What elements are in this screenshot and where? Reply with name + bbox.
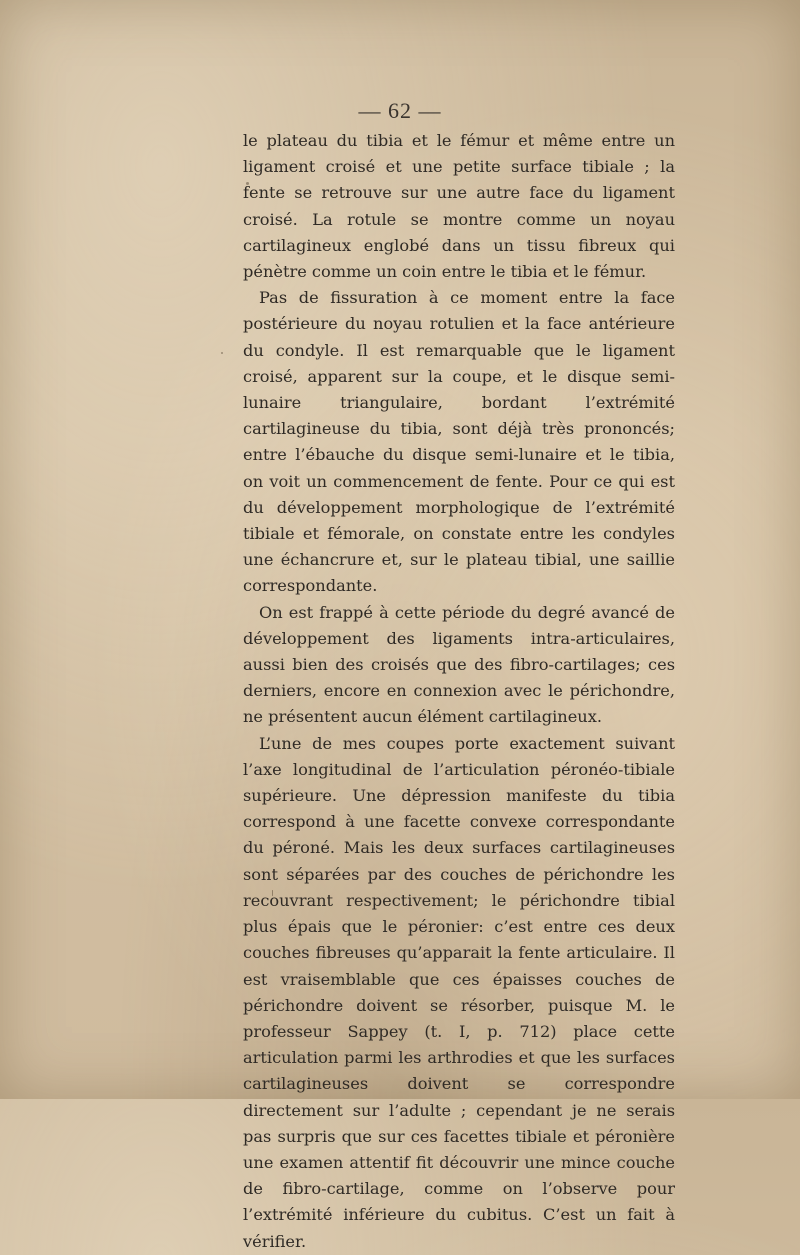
paragraph: Pas de fissuration à ce moment entre la face postérieure du noyau rotulien et la face antérieure du condyle. Il est remarquable que le ligament croisé, apparent sur la coupe, et le disque semi-lunaire triangulaire, bordant l’extrémité cartilagineuse du tibia, sont déjà très prononcés; entre l’ébauche du disque semi-lunaire et le tibia, on voit un commencement de fente. Pour ce qui est du développement morphologique de l’extrémité tibiale et fémorale, on constate entre les condyles une échancrure et, sur le plateau tibial, une saillie correspondante. [243, 288, 675, 596]
paper-speck [221, 352, 223, 354]
paragraph: L’une de mes coupes porte exactement suivant l’axe longitudinal de l’articulation péronéo-tibiale supérieure. Une dépression manifeste du tibia correspond à une facette convexe correspondante du péroné. Mais les deux surfaces cartilagineuses sont séparées par des couches de périchondre les recouvrant respectivement; le périchondre tibial plus épais que le péronier: c’est entre ces deux couches fibreuses qu’apparait la fente articulaire. Il est vraisemblable que ces épaisses couches de périchondre doivent se résorber, puisque M. le professeur Sappey (t. I, p. 712) place cette articulation parmi les arthrodies et que les surfaces cartilagineuses doivent se correspondre directement sur l’adulte ; cependant je ne serais pas surpris que sur ces facettes tibiale et péronière une examen attentif fit découvrir une mince couche de fibro-cartilage, comme on l’observe pour l’extrémité inférieure du cubitus. C’est un fait à vérifier. [243, 733, 675, 1251]
body-text [243, 128, 675, 1255]
page-number: — 62 — [358, 98, 442, 123]
paragraph: On est frappé à cette période du degré avancé de développement des ligaments intra-articulaires, aussi bien des croisés que des fibro-cartilages; ces derniers, encore en connexion avec le périchondre, ne présentent aucun élément cartilagineux. [243, 602, 675, 727]
paragraph: le plateau du tibia et le fémur et même entre un ligament croisé et une petite surface tibiale ; la fente se retrouve sur une autre face du ligament croisé. La rotule se montre comme un noyau cartilagineux englobé dans un tissu fibreux qui pénètre comme un coin entre le tibia et le fémur. [243, 131, 675, 282]
